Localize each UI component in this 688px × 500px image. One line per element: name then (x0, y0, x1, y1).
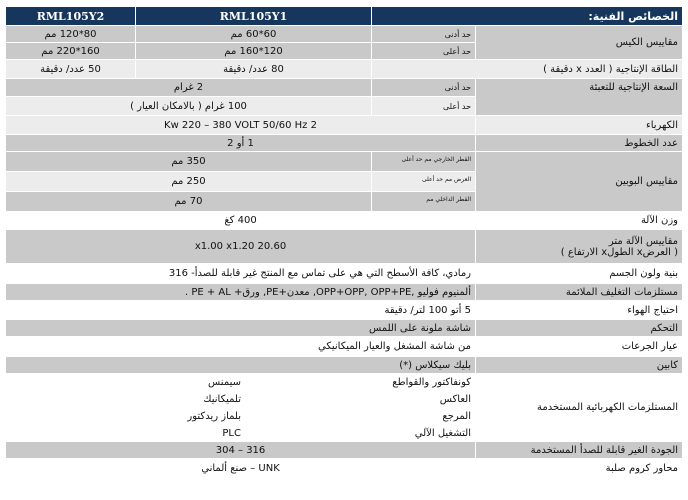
air-value: 5 أتو 100 لتر/ دقيقة (6, 301, 476, 320)
model1-header: RML105Y1 (136, 7, 372, 26)
steel-row (6, 442, 683, 459)
bag-size-max-label: حد أعلى (372, 43, 476, 60)
electrical-item-brand: PLC (6, 425, 246, 442)
dimensions-value: 20.60 x1.00 x1.20 (6, 230, 476, 264)
chrome-label: محاور كروم صلبة (476, 459, 683, 479)
dimensions-label (476, 230, 683, 264)
electrical-item-name: العاكس (246, 391, 476, 408)
reel-outer-row (6, 152, 683, 172)
weight-row (6, 212, 683, 230)
capacity-row (6, 60, 683, 79)
dimensions-label-line1: مقاييس الآلة متر (608, 235, 679, 247)
packaging-label: مستلزمات التغليف الملائمة (476, 284, 683, 301)
bag-size-max-y1: 120*160 مم (136, 43, 372, 60)
dimensions-row (6, 230, 683, 264)
steel-label: الجودة الغير قابلة للصدأ المستخدمة (476, 442, 683, 459)
reel-outer-value: 350 مم (6, 152, 372, 172)
bag-size-min-label: حد أدنى (372, 26, 476, 43)
lines-row (6, 135, 683, 152)
body-label: بنية ولون الجسم (476, 264, 683, 284)
packaging-value: ألمنيوم فوليو ,OPP+OPP, OPP+PE, معدن+PE, ورق+ PE + AL . (6, 284, 476, 301)
dose-label: عيار الجرعات (476, 337, 683, 357)
air-row (6, 301, 683, 320)
model2-header: RML105Y2 (6, 7, 136, 26)
air-label: احتياج الهواء (476, 301, 683, 320)
spec-table (5, 6, 683, 479)
body-value: رمادي، كافة الأسطح التي هي على تماس مع المنتج غير قابلة للصدأ- 316 (6, 264, 476, 284)
fill-min-label: حد أدنى (372, 79, 476, 97)
control-value: شاشة ملونة على اللمس (6, 320, 476, 337)
lines-value: 1 أو 2 (6, 135, 476, 152)
chrome-row (6, 459, 683, 479)
capacity-y1: 80 عدد/ دقيقة (136, 60, 372, 79)
bag-size-label: مقاييس الكيس (476, 26, 683, 60)
header-row (6, 7, 683, 26)
dose-row (6, 337, 683, 357)
electrical-item-brand: سيمنس (6, 374, 246, 391)
fill-min-value: 2 غرام (6, 79, 372, 97)
electrical-label: المستلزمات الكهربائية المستخدمة (476, 374, 683, 442)
steel-value: 316 – 304 (6, 442, 476, 459)
reel-outer-label: القطر الخارجي مم حد أعلى (372, 152, 476, 172)
control-row (6, 320, 683, 337)
fill-capacity-label: السعة الإنتاجية للتعبئة (476, 79, 683, 116)
capacity-label: الطاقة الإنتاجية ( العدد x دقيقة ) (372, 60, 683, 79)
cabin-value: بليك سيكلاس (*) (6, 357, 476, 374)
reel-inner-value: 70 مم (6, 192, 372, 212)
dose-value: من شاشة المشغل والعيار الميكانيكي (6, 337, 476, 357)
lines-label: عدد الخطوط (476, 135, 683, 152)
fill-min-row (6, 79, 683, 97)
dimensions-label-line2: ( العرضx الطولx الارتفاع ) (560, 246, 679, 258)
electrical-row-1 (6, 374, 683, 391)
section-title: الخصائص الفنية: (372, 7, 683, 26)
weight-value: 400 كغ (6, 212, 476, 230)
cabin-label: كابين (476, 357, 683, 374)
electricity-row (6, 116, 683, 135)
electricity-label: الكهرباء (476, 116, 683, 135)
reel-width-value: 250 مم (6, 172, 372, 192)
cabin-row (6, 357, 683, 374)
electrical-item-brand: تلميكانيك (6, 391, 246, 408)
bag-size-min-y2: 80*120 مم (6, 26, 136, 43)
electrical-item-name: المرجع (246, 408, 476, 425)
electrical-item-name: كونفاكتور والقواطع (246, 374, 476, 391)
body-row (6, 264, 683, 284)
fill-max-label: حد أعلى (372, 97, 476, 116)
capacity-y2: 50 عدد/ دقيقة (6, 60, 136, 79)
fill-max-value: 100 غرام ( بالامكان العيار ) (6, 97, 372, 116)
electrical-item-name: التشغيل الآلي (246, 425, 476, 442)
bag-size-max-y2: 160*220 مم (6, 43, 136, 60)
reel-width-label: العرض مم حد أعلى (372, 172, 476, 192)
weight-label: وزن الآلة (476, 212, 683, 230)
chrome-value: UNK – صنع ألماني (6, 459, 476, 479)
bag-size-min-y1: 60*60 مم (136, 26, 372, 43)
reel-label: مقاييس البوبين (476, 152, 683, 212)
electricity-value: 2 Kw 220 – 380 VOLT 50/60 Hz (6, 116, 476, 135)
electrical-item-brand: بلماز ريدكتور (6, 408, 246, 425)
control-label: التحكم (476, 320, 683, 337)
reel-inner-label: القطر الداخلي مم (372, 192, 476, 212)
packaging-row (6, 284, 683, 301)
bag-size-min-row (6, 26, 683, 43)
